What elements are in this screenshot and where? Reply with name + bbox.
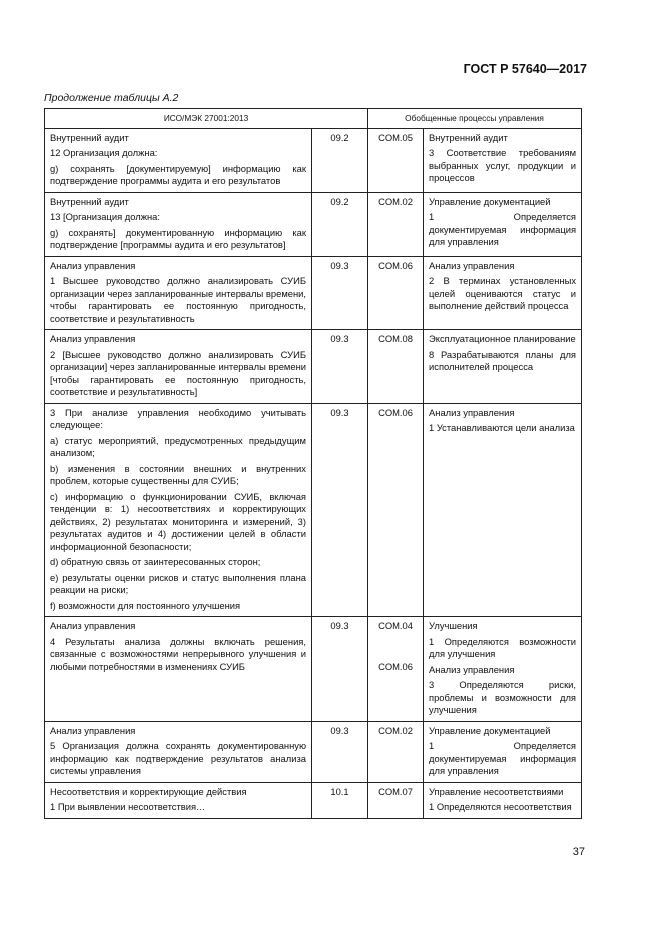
header-processes: Обобщенные процессы управления [368,109,582,129]
header-iso: ИСО/МЭК 27001:2013 [45,109,368,129]
process-text: Управление документацией [429,724,551,736]
iso-text: Внутренний аудит [50,195,129,207]
process-text: 1 Устанавливаются цели анализа [429,422,575,433]
clause-cell: 10.1 [312,782,368,818]
process-text: Управление несоответствиями [429,785,564,797]
process-cell [424,330,582,404]
iso-cell [45,330,312,404]
code-cell [368,128,424,192]
process-code: COM.07 [378,785,413,797]
process-code: COM.08 [378,333,413,344]
iso-cell [45,617,312,722]
table-row [45,403,582,617]
process-text: 1 Определяются возможности для улучшения [429,635,577,659]
iso-cell [45,192,312,256]
table-row [45,617,582,722]
clause-cell: 09.2 [312,192,368,256]
iso-text: a) статус мероприятий, предусмотренных предыдущим анализом; [50,434,306,458]
process-code: COM.04 [378,620,413,631]
iso-cell [45,128,312,192]
iso-text: b) изменения в состоянии внешних и внутренних проблем, которые существенны для СУИБ; [50,462,306,486]
iso-text: g) сохранять [документируемую] информацию как подтверждение программы аудита и его результатов [50,162,306,186]
code-cell [368,617,424,722]
table-caption: Продолжение таблицы А.2 [44,92,179,104]
iso-text: Внутренний аудит [50,131,129,143]
process-cell [424,782,582,818]
iso-text: 1 Высшее руководство должно анализировать СУИБ организации через запланированные интервалы времени, чтобы гарантировать ее постоянную пригодность, соответствие и результативность [50,275,306,324]
process-code: COM.06 [378,259,413,271]
iso-text: 5 Организация должна сохранять документированную информацию как подтверждение результатов анализа системы управления [50,740,306,776]
code-cell [368,330,424,404]
process-cell [424,617,582,722]
process-code: COM.02 [378,195,413,207]
page-number: 37 [572,846,585,858]
iso-text: Анализ управления [50,333,136,344]
code-cell [368,256,424,330]
iso-cell [45,782,312,818]
process-text: 1 Определяются несоответствия [429,801,572,812]
process-cell [424,721,582,782]
process-cell [424,128,582,192]
process-text: Управление документацией [429,195,551,207]
standard-code: ГОСТ Р 57640—2017 [463,62,587,76]
process-text: 8 Разрабатываются планы для исполнителей процесса [429,348,577,372]
table-row [45,782,582,818]
clause-cell: 09.3 [312,256,368,330]
process-text: Анализ управления [429,663,515,675]
iso-text: 3 При анализе управления необходимо учитывать следующее: [50,406,306,430]
mapping-table [44,108,582,819]
process-code: COM.06 [378,660,413,672]
clause-cell: 09.3 [312,721,368,782]
iso-text: f) возможности для постоянного улучшения [50,599,241,611]
iso-text: d) обратную связь от заинтересованных сторон; [50,556,261,567]
code-cell [368,192,424,256]
process-cell [424,403,582,617]
iso-text: 13 [Организация должна: [50,211,160,222]
process-text: Внутренний аудит [429,131,508,143]
iso-cell [45,403,312,617]
iso-text: Анализ управления [50,724,136,736]
iso-cell [45,256,312,330]
iso-text: e) результаты оценки рисков и статус выполнения плана реакции на риски; [50,571,306,595]
clause-cell: 09.3 [312,403,368,617]
process-text: 2 В терминах установленных целей оцениваются статус и выполнение действий процесса [429,275,577,311]
clause-cell: 09.3 [312,330,368,404]
code-cell [368,782,424,818]
clause-cell: 09.2 [312,128,368,192]
process-text: Улучшения [429,620,478,631]
process-text: 1 Определяется документируемая информация для управления [429,211,577,247]
process-text: Эксплуатационное планирование [429,333,576,344]
iso-text: Анализ управления [50,620,136,631]
iso-text: Несоответствия и корректирующие действия [50,785,247,797]
table-row [45,128,582,192]
iso-text: 4 Результаты анализа должны включать решения, связанные с возможностями непрерывного улучшения и любыми потребностями в изменениях СУИБ [50,635,306,672]
clause-cell: 09.3 [312,617,368,722]
process-text: 3 Соответствие требованиям выбранных услуг, продукции и процессов [429,147,577,183]
iso-text: 12 Организация должна: [50,147,158,158]
process-code: COM.06 [378,406,413,418]
process-cell [424,192,582,256]
iso-text: 1 При выявлении несоответствия… [50,801,206,812]
process-text: Анализ управления [429,259,515,271]
iso-cell [45,721,312,782]
process-cell [424,256,582,330]
table-row [45,721,582,782]
process-text: Анализ управления [429,406,515,418]
process-text: 1 Определяется документируемая информация для управления [429,740,577,776]
iso-text: c) информацию о функционировании СУИБ, включая тенденции в: 1) несоответствиях и корректирующих действиях, 2) результатах мониторинга и измерений, 3) результатах аудитов и 4) достижении целей в области информационной безопасности; [50,490,306,552]
table-row [45,256,582,330]
code-cell [368,721,424,782]
table-header-row [45,109,582,129]
process-text: 3 Определяются риски, проблемы и возможности для улучшения [429,679,577,715]
iso-text: Анализ управления [50,259,136,271]
iso-text: 2 [Высшее руководство должно анализировать СУИБ организации] через запланированные интервалы времени [чтобы гарантировать ее постоянную пригодность, соответствие и результативность] [50,348,306,397]
table-row [45,192,582,256]
process-code: COM.05 [378,131,413,143]
code-cell [368,403,424,617]
table-row [45,330,582,404]
process-code: COM.02 [378,724,413,736]
iso-text: g) сохранять] документированную информацию как подтверждение [программы аудита и его результатов] [50,226,306,250]
